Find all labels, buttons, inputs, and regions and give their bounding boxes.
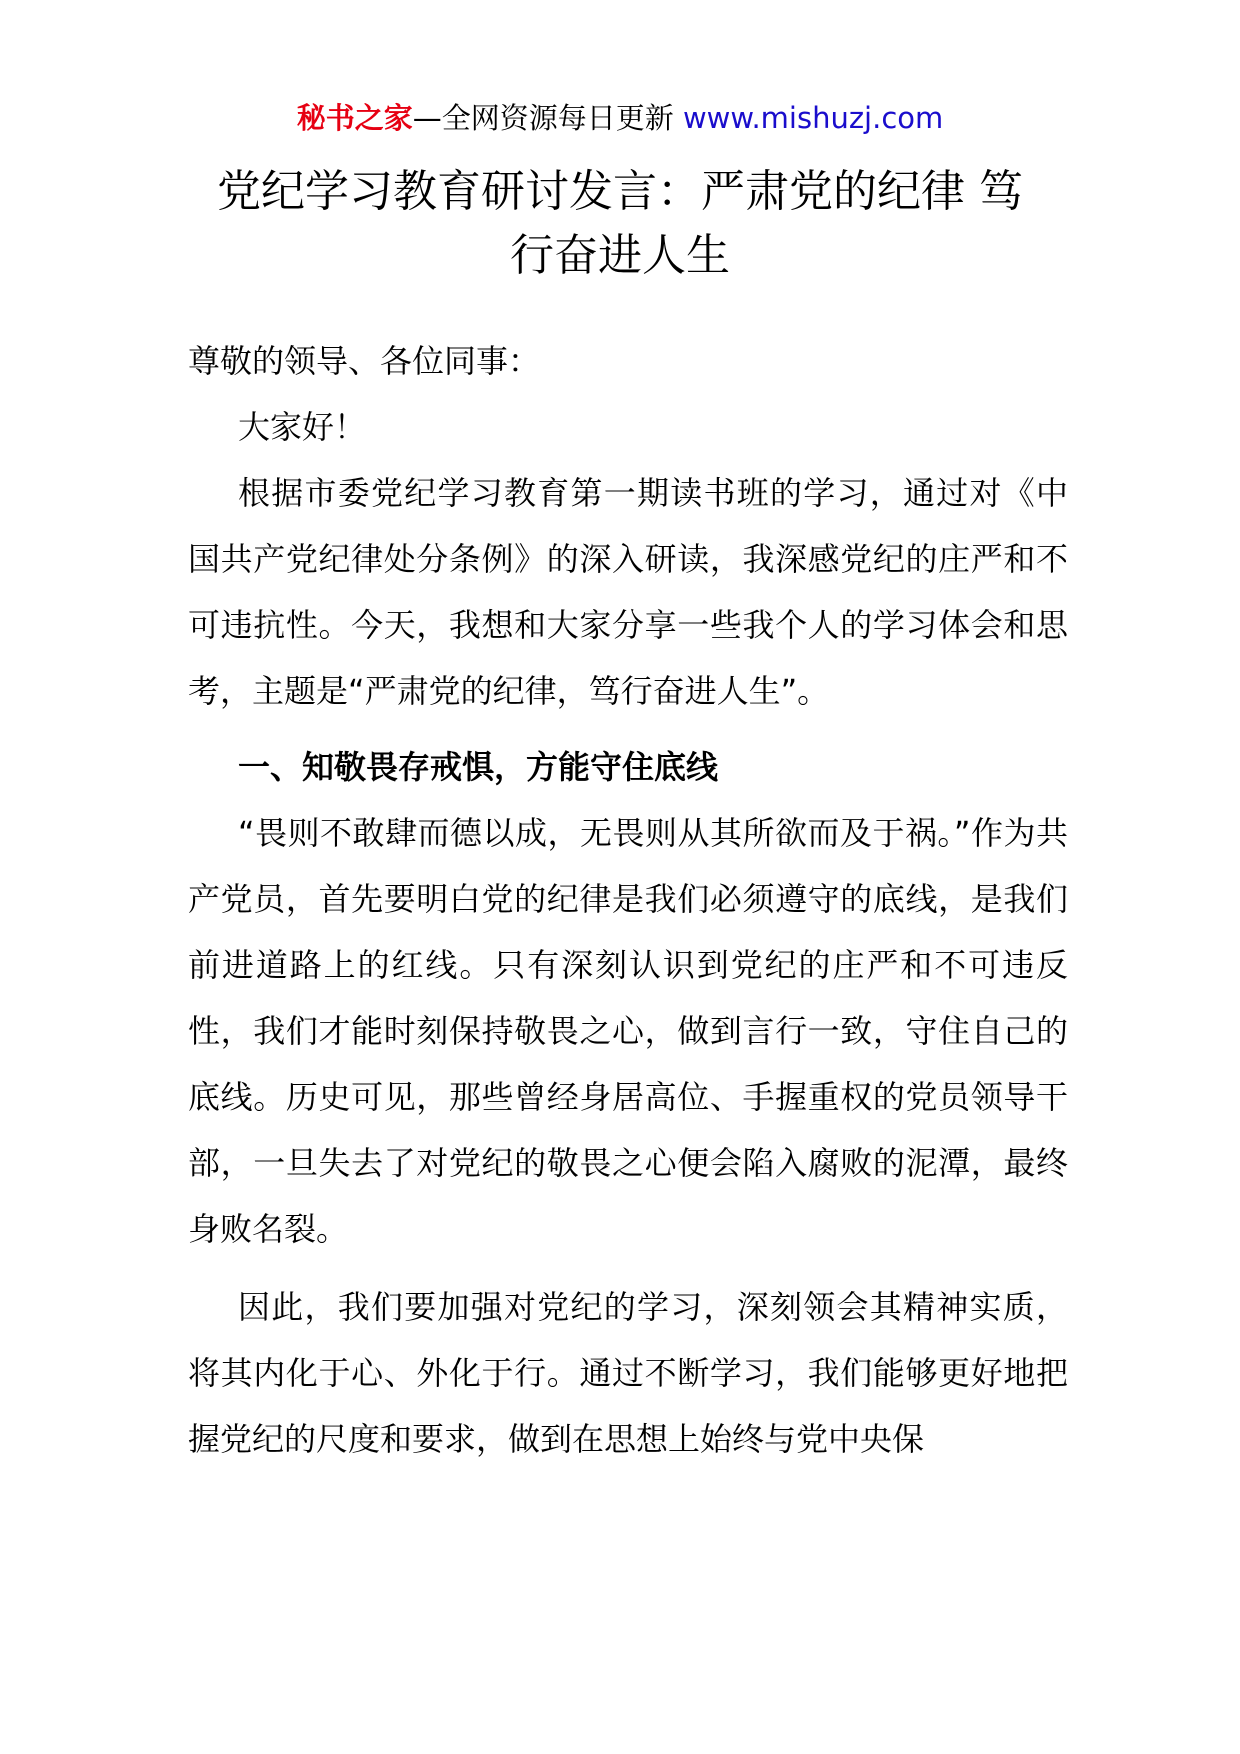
greeting: 大家好！	[238, 408, 367, 446]
section-heading-1: 一、知敬畏存戒惧，方能守住底线	[238, 748, 719, 786]
site-header	[0, 98, 1240, 138]
intro-paragraph: 根据市委党纪学习教育第一期读书班的学习，通过对《中国共产党纪律处分条例》的深入研读，我深感党纪的庄严和不可违抗性。今天，我想和大家分享一些我个人的学习体会和思考，主题是“严肃党的纪律，笃行奋进人生”。	[188, 474, 1068, 710]
brand-name: 秘书之家	[296, 101, 413, 135]
salutation: 尊敬的领导、各位同事：	[188, 342, 541, 380]
section-1-paragraph-1: “畏则不敢肆而德以成，无畏则从其所欲而及于祸。”作为共产党员，首先要明白党的纪律是我们必须遵守的底线，是我们前进道路上的红线。只有深刻认识到党纪的庄严和不可违反性，我们才能时刻保持敬畏之心，做到言行一致，守住自己的底线。历史可见，那些曾经身居高位、手握重权的党员领导干部，一旦失去了对党纪的敬畏之心便会陷入腐败的泥潭，最终身败名裂。	[188, 814, 1068, 1248]
section-1-paragraph-2: 因此，我们要加强对党纪的学习，深刻领会其精神实质，将其内化于心、外化于行。通过不断学习，我们能够更好地把握党纪的尺度和要求，做到在思想上始终与党中央保	[188, 1288, 1068, 1458]
header-slogan: —全网资源每日更新	[412, 101, 674, 135]
site-url-link[interactable]: www.mishuzj.com	[682, 101, 944, 135]
title-line-1: 党纪学习教育研讨发言：严肃党的纪律 笃	[217, 166, 1023, 217]
document-body	[188, 328, 1068, 1472]
document-title	[160, 160, 1080, 288]
title-line-2: 行奋进人生	[510, 230, 730, 281]
